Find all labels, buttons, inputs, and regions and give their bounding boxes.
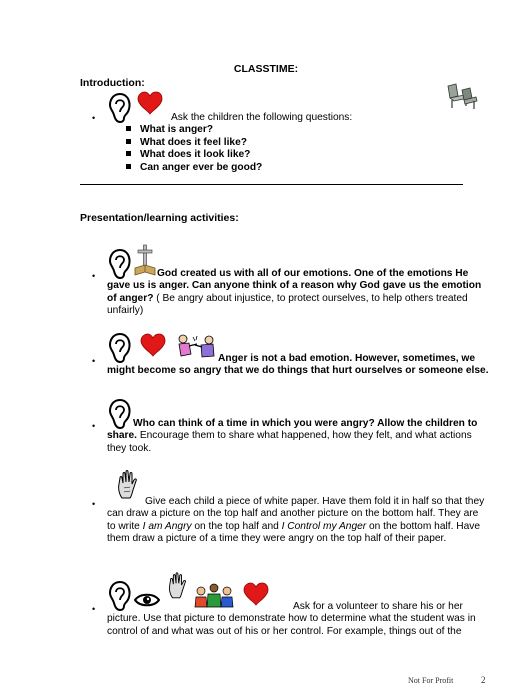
page-number: 2 bbox=[481, 675, 486, 685]
list-item: What does it look like? bbox=[126, 149, 262, 162]
bullet: • bbox=[92, 421, 96, 431]
presentation-heading: Presentation/learning activities: bbox=[80, 212, 239, 224]
activity-2: Anger is not a bad emotion. However, sometimes, we might become so angry that we do things that hurt ourselves or someone else. bbox=[107, 353, 489, 377]
ear-icon bbox=[108, 92, 132, 124]
activity-4: Give each child a piece of white paper. Have them fold it in half so that they can draw a picture on the top half and another picture on the bottom half. They are to write I am Angry on the top half and I Control my Anger on the bottom half. Have them draw a picture of a time they were angry on the top half of their paper. bbox=[107, 496, 485, 545]
activity-5: Ask for a volunteer to share his or her picture. Use that picture to demonstrate how to determine what the student was in control of and what was out of his or her control. For example, things out of the bbox=[107, 601, 476, 637]
bullet: • bbox=[92, 356, 96, 366]
page-title: CLASSTIME: bbox=[233, 63, 299, 75]
question-list bbox=[126, 124, 262, 174]
activity-3: Who can think of a time in which you were angry? Allow the children to share. Encourage them to share what happened, how they felt, and what actions they took. bbox=[107, 418, 478, 454]
hand-icon bbox=[167, 572, 187, 600]
bullet: • bbox=[92, 113, 96, 123]
list-item: What is anger? bbox=[126, 124, 262, 137]
heart-icon bbox=[136, 91, 164, 115]
intro-lead: Ask the children the following questions: bbox=[171, 112, 353, 123]
divider bbox=[80, 184, 463, 185]
introduction-heading: Introduction: bbox=[80, 77, 145, 89]
bullet: • bbox=[92, 271, 96, 281]
bullet: • bbox=[92, 499, 96, 509]
list-item: Can anger ever be good? bbox=[126, 162, 262, 175]
chairs-icon bbox=[444, 82, 478, 110]
bullet: • bbox=[92, 604, 96, 614]
list-item: What does it feel like? bbox=[126, 137, 262, 150]
activity-1: God created us with all of our emotions. One of the emotions He gave us is anger. Can anyone think of a reason why God gave us the emotion of anger? ( Be angry about injustice, to protect ourselves, to help others treated unfairly) bbox=[107, 268, 482, 317]
footer-label: Not For Profit bbox=[408, 676, 454, 685]
